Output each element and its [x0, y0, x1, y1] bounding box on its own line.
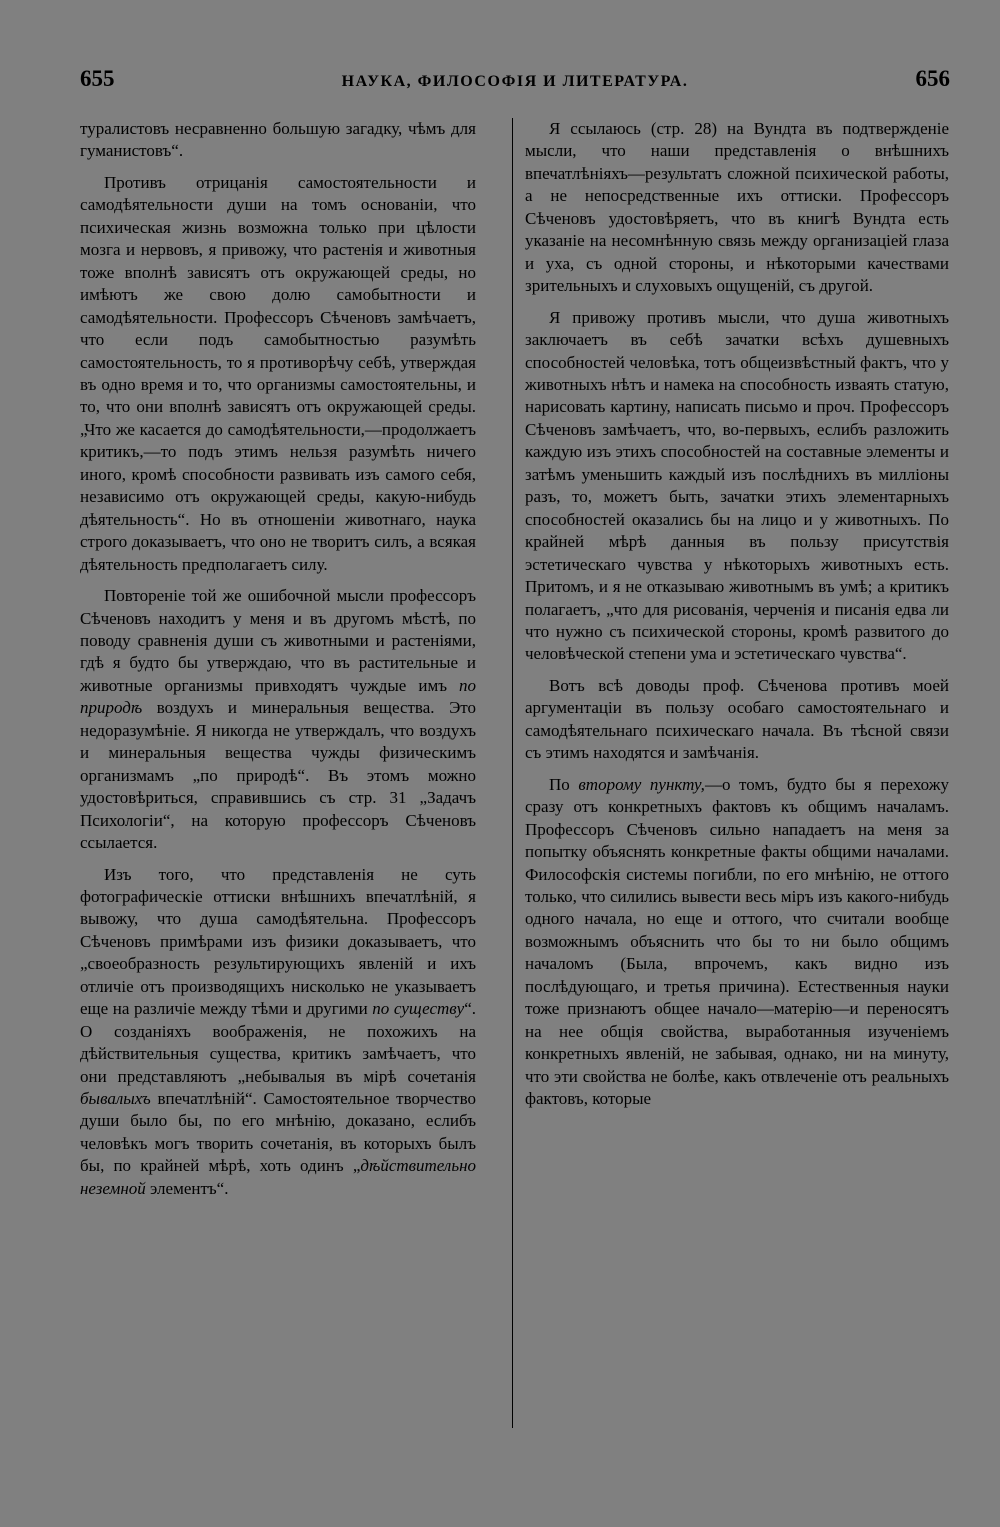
- page-number-left: 655: [80, 66, 115, 91]
- running-header: [80, 66, 950, 96]
- text-run: воздухъ и минеральныя вещества. Это недоразумѣніе. Я никогда не утверждалъ, что воздухъ и минеральныя вещества чужды физическимъ организмамъ „по природѣ“. Въ этомъ можно удостовѣриться, справившись съ стр. 31 „Задачъ Психологіи“, на которую профессоръ Сѣченовъ ссылается.: [80, 698, 476, 853]
- text-run: По: [549, 774, 579, 794]
- text-run: элементъ“.: [145, 1178, 229, 1198]
- italic-text: по природѣ: [80, 675, 476, 718]
- paragraph: Я привожу противъ мысли, что душа животныхъ заключаетъ въ себѣ зачатки всѣхъ душевныхъ способностей человѣка, тотъ общеизвѣстный фактъ, что у животныхъ нѣтъ и намека на способность изваять статую, нарисовать картину, написать письмо и проч. Профессоръ Сѣченовъ замѣчаетъ, что, во-первыхъ, еслибъ разложить каждую изъ этихъ способностей на составные элементы и затѣмъ уменьшить каждый изъ послѣднихъ въ милліоны разъ, то, можетъ быть, зачатки этихъ элементарныхъ способностей оказались бы на лицо и у животныхъ. По крайней мѣрѣ данныя въ пользу присутствія эстетическаго чувства у нѣкоторыхъ животныхъ есть. Притомъ, и я не отказываю животнымъ въ умѣ; а критикъ полагаетъ, „что для рисованія, черченія и писанія едва ли что нужно съ психической стороны, кромѣ развитого до человѣческой степени ума и эстетическаго чувства“.: [525, 307, 949, 664]
- paragraph: Противъ отрицанія самостоятельности и самодѣятельности души на томъ основаніи, что психическая жизнь возможна только при цѣлости мозга и нервовъ, я привожу, что растенія и животныя тоже вполнѣ зависятъ отъ окружающей среды, но имѣютъ же свою долю самобытности и самодѣятельности. Профессоръ Сѣченовъ замѣчаетъ, что если подъ самобытностью разумѣть самостоятельность, то я противорѣчу себѣ, утверждая въ одно время и то, что организмы самостоятельны, и то, что они вполнѣ зависятъ отъ окружающей среды. „Что же касается до самодѣятельности,—продолжаетъ критикъ,—то подъ этимъ нельзя разумѣть ничего иного, кромѣ способности развивать изъ самого себя, независимо отъ окружающей среды, какую-нибудь дѣятельность“. Но въ отношеніи животнаго, наука строго доказываетъ, что оно не творитъ силъ, а всякая дѣятельность предполагаетъ силу.: [80, 172, 476, 574]
- paragraph: [80, 864, 476, 1201]
- running-title: НАУКА, ФИЛОСОФІЯ И ЛИТЕРАТУРА.: [341, 73, 689, 90]
- text-run: впечатлѣній“. Самостоятельное творчество души было бы, по его мнѣнію, доказано, еслибъ человѣкъ могъ творить сочетанія, въ которыхъ былъ бы, по крайней мѣрѣ, хоть одинъ „: [80, 1089, 476, 1176]
- italic-text: второму пункту,: [578, 774, 705, 794]
- paragraph: Вотъ всѣ доводы проф. Сѣченова противъ моей аргументаціи въ пользу особаго самостоятельнаго и самодѣятельнаго психическаго начала. Въ тѣсной связи съ этимъ находятся и замѣчанія.: [525, 675, 949, 763]
- left-column: [80, 118, 476, 1209]
- paragraph: [80, 585, 476, 854]
- text-run: —о томъ, будто бы я перехожу сразу отъ конкретныхъ фактовъ къ общимъ началамъ. Профессоръ Сѣченовъ сильно нападаетъ на меня за попытку объяснять конкретные факты общими началами. Философскія системы погибли, по его мнѣнію, не оттого только, что силились вывести весь міръ изъ какого-нибудь одного начала, но еще и оттого, что считали вообще возможнымъ объяснить что бы то ни было общимъ началомъ (Была, впрочемъ, какъ видно изъ послѣдующаго, и третья причина). Естественныя науки тоже признаютъ общее начало—матерію—и переносятъ на нее общія свойства, выработанныя изученіемъ конкретныхъ явленій, не забывая, однако, ни на минуту, что эти свойства не болѣе, какъ отвлеченіе отъ реальныхъ фактовъ, которые: [525, 774, 950, 1109]
- text-run: Изъ того, что представленія не суть фотографическіе оттиски внѣшнихъ впечатлѣній, я вывожу, что душа самодѣятельна. Профессоръ Сѣченовъ примѣрами изъ физики доказываетъ, что „своеобразность результирующихъ явленій и ихъ отличіе отъ производящихъ нисколько не указываетъ еще на различіе между тѣми и другими: [80, 864, 476, 1019]
- italic-text: дѣйствительно неземной: [80, 1156, 476, 1198]
- text-run: “. О созданіяхъ воображенія, не похожихъ на дѣйствительныя существа, критикъ замѣчаетъ, что они представляютъ „небывалыя въ мірѣ сочетанія: [80, 999, 476, 1086]
- paragraph: Я ссылаюсь (стр. 28) на Вундта въ подтвержденіе мысли, что наши представленія о внѣшнихъ впечатлѣніяхъ—результатъ сложной психической работы, а не непосредственные ихъ оттиски. Профессоръ Сѣченовъ удостовѣряетъ, что въ книгѣ Вундта есть указаніе на несомнѣнную связь между организаціей глаза и уха, съ одной стороны, и нѣкоторыми качествами зрительныхъ и слуховыхъ ощущеній, съ другой.: [525, 119, 949, 296]
- italic-text: бывалыхъ: [80, 1089, 151, 1109]
- right-column: [525, 118, 949, 1119]
- italic-text: по существу: [372, 999, 465, 1019]
- text-run: Повтореніе той же ошибочной мысли профессоръ Сѣченовъ находитъ у меня и въ другомъ мѣстѣ, по поводу сравненія души съ животными и растеніями, гдѣ я будто бы утверждаю, что въ растительные и животные организмы привходятъ чуждые имъ: [80, 586, 476, 695]
- paragraph: туралистовъ несравненно большую загадку, чѣмъ для гуманистовъ“.: [80, 119, 476, 161]
- column-divider: [512, 118, 513, 1428]
- page-number-right: 656: [915, 66, 950, 91]
- paragraph: [525, 774, 949, 1111]
